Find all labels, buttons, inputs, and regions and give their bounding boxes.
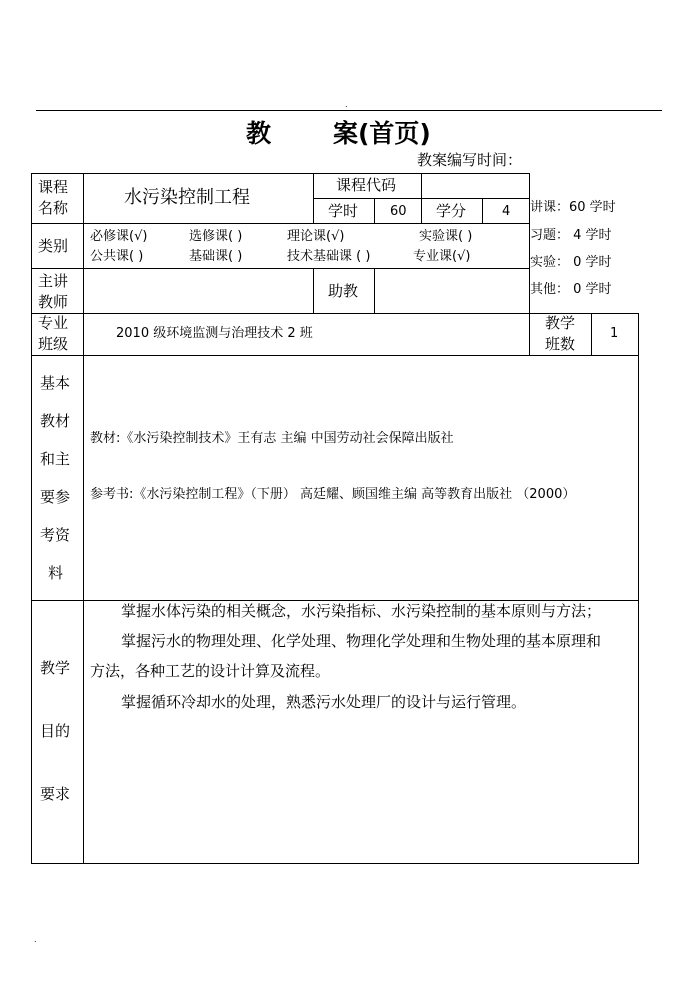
footer-dot: . [34,935,37,944]
page-title-part1: 教 [246,119,272,148]
class-label-line2: 班级 [38,335,69,353]
grid-line [313,268,314,313]
grid-line [421,173,422,223]
materials-label-line: 基本 [40,374,71,392]
course-name-label-line2: 名称 [38,199,69,217]
grid-line [31,173,530,174]
objectives-label-line: 教学 [40,659,71,677]
grid-line [31,223,530,224]
grid-line [482,198,483,223]
reference-text: 参考书:《水污染控制工程》（下册） 高廷耀、顾国维主编 高等教育出版社 （2000） [90,487,576,502]
category-label: 类别 [38,237,69,255]
course-code-label: 课程代码 [336,176,397,194]
grid-line [374,198,375,223]
hours-exercise: 习题： 4 学时 [530,228,612,243]
grid-line [591,313,592,356]
materials-label-line: 和主 [40,450,71,468]
teacher-label-line1: 主讲 [38,272,69,290]
grid-line [31,600,639,601]
hours-value: 60 [390,204,407,219]
class-label-line1: 专业 [38,314,69,332]
header-rule [36,110,662,111]
objective-line-1: 掌握水体污染的相关概念，水污染指标、水污染控制的基本原则与方法； [121,602,602,620]
objective-line-4: 掌握循环冷却水的处理，熟悉污水处理厂的设计与运行管理。 [121,693,527,711]
header-dot: . [345,100,348,109]
course-name: 水污染控制工程 [124,187,250,208]
textbook-text: 教材:《水污染控制技术》王有志 主编 中国劳动社会保障出版社 [90,431,454,446]
grid-line [374,268,375,313]
course-name-label-line1: 课程 [38,178,69,196]
assistant-label: 助教 [328,282,359,300]
materials-label-line: 教材 [40,412,71,430]
class-count: 1 [610,326,619,341]
objectives-label-line: 目的 [40,722,71,740]
materials-label-line: 考资 [40,526,71,544]
date-label: 教案编写时间： [417,151,523,169]
hours-other: 其他： 0 学时 [530,282,612,297]
hours-lecture: 讲课：60 学时 [530,200,616,215]
credits-label: 学分 [436,202,467,220]
objective-line-2: 掌握污水的物理处理、化学处理、物理化学处理和生物处理的基本原理和 [121,632,602,650]
class-value: 2010 级环境监测与治理技术 2 班 [116,326,313,341]
objectives-label-line: 要求 [40,785,71,803]
hours-lab: 实验： 0 学时 [530,255,612,270]
grid-line [313,173,314,223]
grid-line [638,313,639,864]
page-title-part2: 案(首页) [333,119,431,148]
materials-label-line: 要参 [40,488,71,506]
teacher-label-line2: 教师 [38,293,69,311]
class-count-label-line1: 教学 [545,314,576,332]
category-basic: 基础课( ) [189,249,243,264]
category-elective: 选修课( ) [189,229,243,244]
category-experiment: 实验课( ) [419,229,473,244]
objective-line-3: 方法，各种工艺的设计计算及流程。 [90,662,331,680]
category-tech-basic: 技术基础课 ( ) [287,249,371,264]
category-theory: 理论课(√) [287,229,345,244]
grid-line [31,863,639,864]
category-public: 公共课( ) [90,249,144,264]
category-required: 必修课(√) [90,229,148,244]
materials-label-line: 料 [48,564,64,582]
credits-value: 4 [502,204,511,219]
materials-label [40,364,70,592]
grid-line [31,268,530,269]
grid-line [83,173,84,864]
category-major: 专业课(√) [413,249,471,264]
hours-label: 学时 [328,202,359,220]
grid-line [31,355,639,356]
class-count-label-line2: 班数 [545,335,576,353]
grid-line [31,173,32,864]
